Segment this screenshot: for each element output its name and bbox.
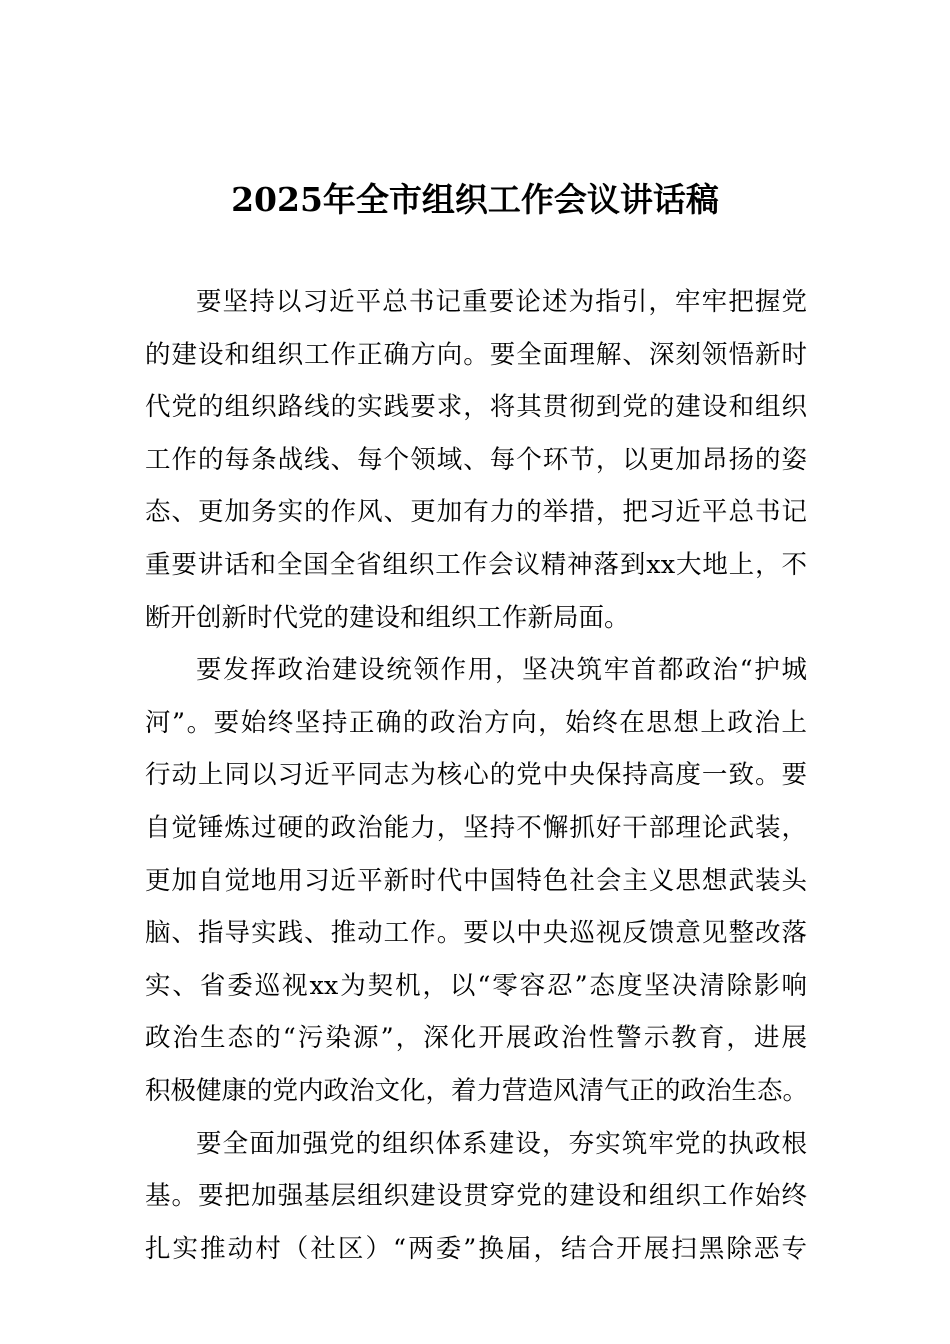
paragraph-line: 更加自觉地用习近平新时代中国特色社会主义思想武装头 — [145, 865, 807, 896]
paragraph-line: 断开创新时代党的建设和组织工作新局面。 — [145, 602, 630, 633]
paragraph-line: 要坚持以习近平总书记重要论述为指引，牢牢把握党 — [196, 287, 807, 317]
paragraph-3 — [145, 1118, 807, 1276]
paragraph-line: 政治生态的“污染源”，深化开展政治性警示教育，进展 — [145, 1023, 807, 1054]
paragraph-line: 要全面加强党的组织体系建设，夯实筑牢党的执政根 — [196, 1128, 807, 1159]
paragraph-line: 行动上同以习近平同志为核心的党中央保持高度一致。要 — [145, 760, 807, 791]
paragraph-line: 扎实推动村（社区）“两委”换届，结合开展扫黑除恶专 — [145, 1233, 807, 1264]
paragraph-line: 基。要把加强基层组织建设贯穿党的建设和组织工作始终 — [145, 1181, 807, 1212]
paragraph-line: 代党的组织路线的实践要求，将其贯彻到党的建设和组织 — [145, 392, 807, 423]
paragraph-line: 要发挥政治建设统领作用，坚决筑牢首都政治“护城 — [196, 655, 807, 686]
paragraph-line: 自觉锤炼过硬的政治能力，坚持不懈抓好干部理论武装， — [145, 812, 807, 843]
paragraph-line: 工作的每条战线、每个领域、每个环节，以更加昂扬的姿 — [145, 444, 807, 475]
document-body — [145, 276, 807, 1275]
paragraph-line: 实、省委巡视xx为契机，以“零容忍”态度坚决清除影响 — [145, 970, 807, 1001]
paragraph-line: 态、更加务实的作风、更加有力的举措，把习近平总书记 — [145, 497, 807, 528]
paragraph-1 — [145, 276, 807, 644]
paragraph-line: 重要讲话和全国全省组织工作会议精神落到xx大地上，不 — [145, 549, 807, 580]
paragraph-line: 河”。要始终坚持正确的政治方向，始终在思想上政治上 — [145, 707, 807, 738]
document-title: 2025年全市组织工作会议讲话稿 — [231, 180, 719, 219]
paragraph-2 — [145, 644, 807, 1117]
paragraph-line: 的建设和组织工作正确方向。要全面理解、深刻领悟新时 — [145, 339, 807, 370]
paragraph-line: 脑、指导实践、推动工作。要以中央巡视反馈意见整改落 — [145, 918, 807, 949]
paragraph-line: 积极健康的党内政治文化，着力营造风清气正的政治生态。 — [145, 1075, 809, 1106]
